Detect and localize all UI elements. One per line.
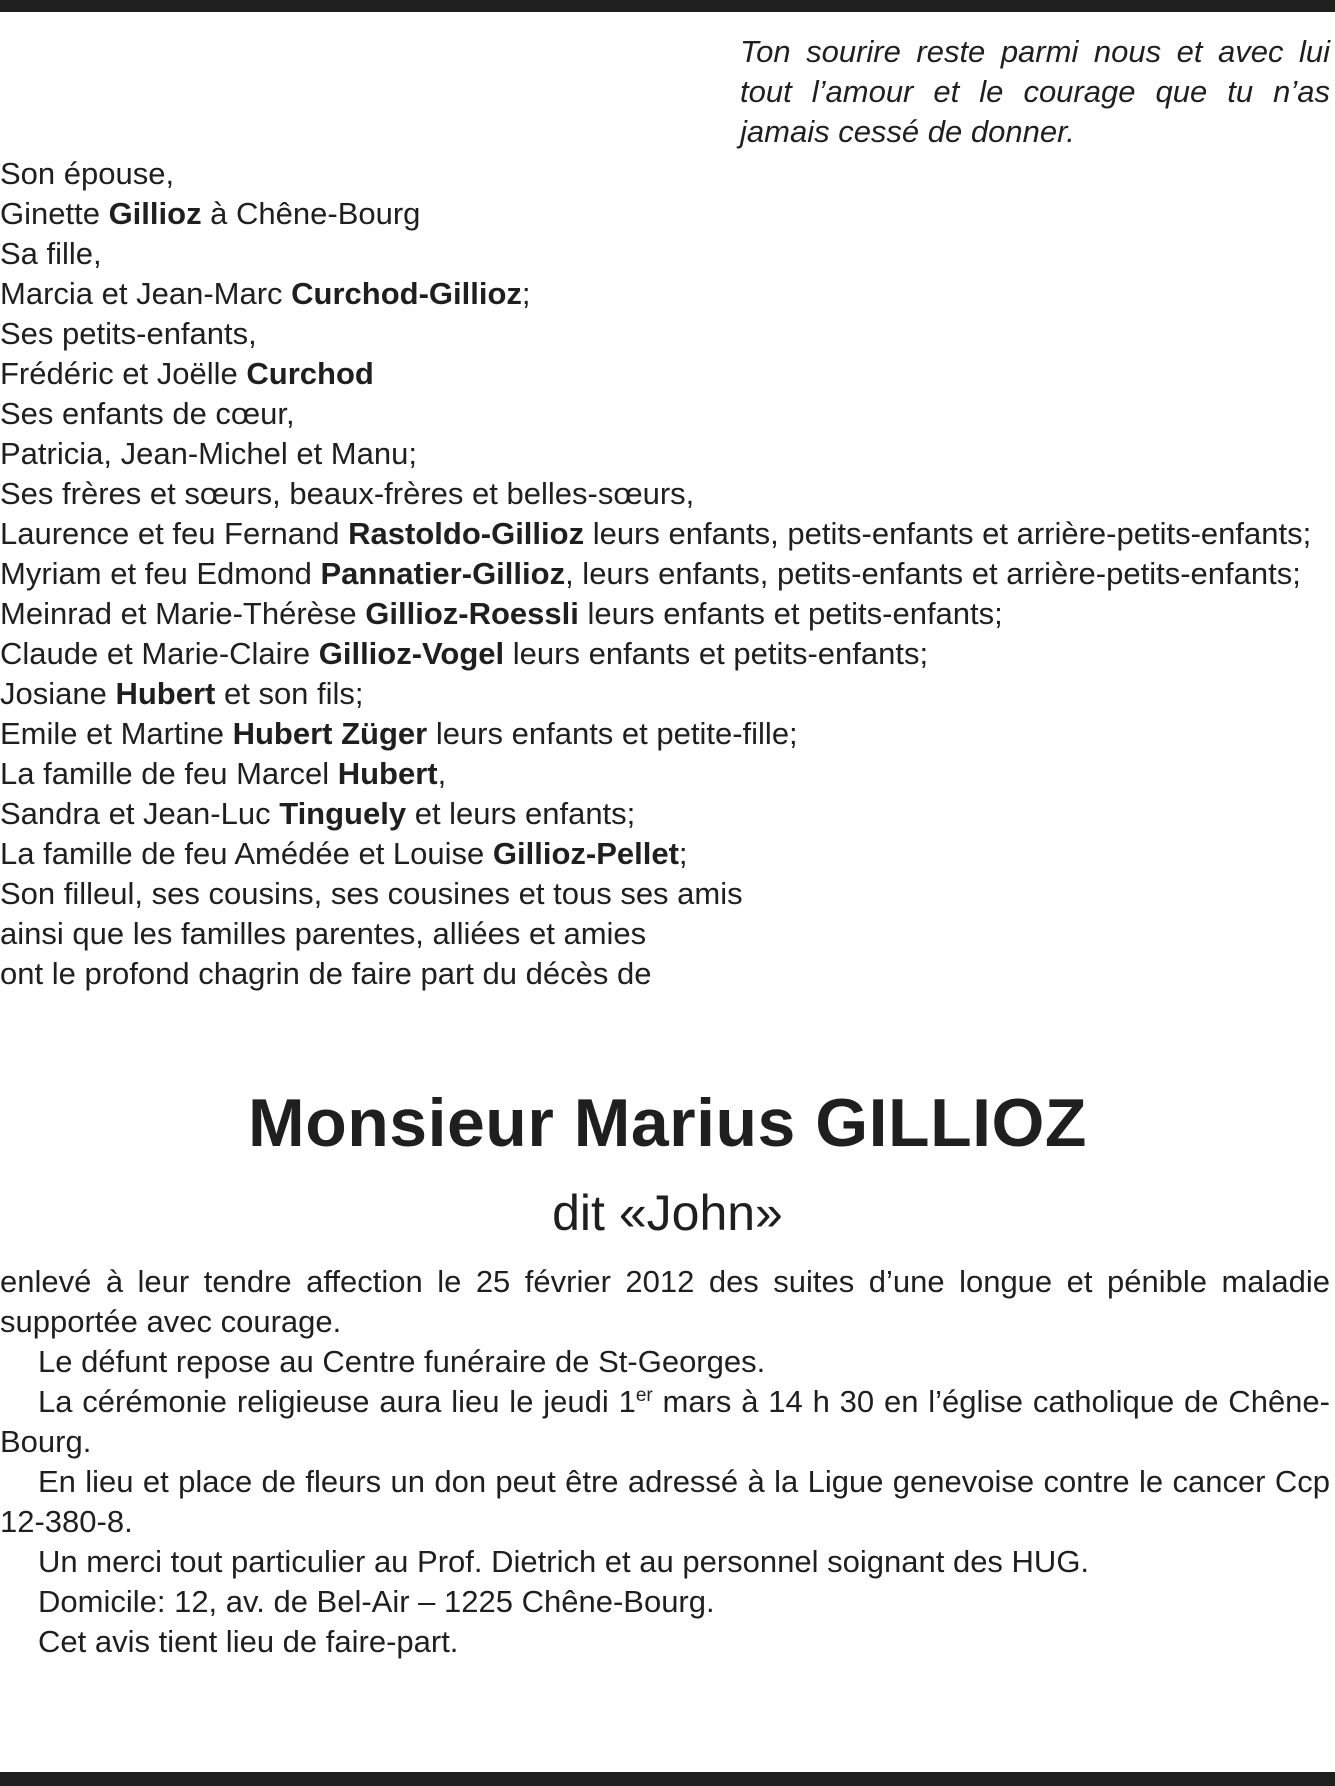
family-line: Sa fille, xyxy=(0,236,102,271)
epigraph xyxy=(740,32,1330,152)
notice-paragraph: Domicile: 12, av. de Bel-Air – 1225 Chêne-Bourg. xyxy=(38,1584,715,1619)
epigraph-line: Ton sourire reste parmi nous et avec lui xyxy=(740,34,1330,69)
family-line: Myriam et feu Edmond Pannatier-Gillioz, leurs enfants, petits-enfants et arrière-petits-enfants; xyxy=(0,556,1301,591)
deceased-nickname: dit «John» xyxy=(552,1185,783,1241)
notice-paragraph: Cet avis tient lieu de faire-part. xyxy=(38,1624,459,1659)
family-line: Josiane Hubert et son fils; xyxy=(0,676,364,711)
family-line: Ses frères et sœurs, beaux-frères et belles-sœurs, xyxy=(0,476,695,511)
notice-paragraph: Le défunt repose au Centre funéraire de St-Georges. xyxy=(38,1344,766,1379)
family-list xyxy=(0,154,1330,994)
family-line: La famille de feu Marcel Hubert, xyxy=(0,756,447,791)
family-line: Emile et Martine Hubert Züger leurs enfants et petite-fille; xyxy=(0,716,798,751)
top-rule xyxy=(0,0,1335,12)
notice-paragraph: enlevé à leur tendre affection le 25 février 2012 des suites d’une longue et pénible maladie supportée avec courage. xyxy=(0,1264,1330,1339)
epigraph-line: jamais cessé de donner. xyxy=(740,114,1075,149)
family-line: Laurence et feu Fernand Rastoldo-Gillioz leurs enfants, petits-enfants et arrière-petits-enfants; xyxy=(0,516,1312,551)
family-line: La famille de feu Amédée et Louise Gillioz-Pellet; xyxy=(0,836,688,871)
notice-paragraph: La cérémonie religieuse aura lieu le jeudi 1er mars à 14 h 30 en l’église catholique de Chêne-Bourg. xyxy=(0,1384,1330,1459)
notice-paragraph: En lieu et place de fleurs un don peut être adressé à la Ligue genevoise contre le cancer Ccp 12-380-8. xyxy=(0,1464,1330,1539)
notice-details xyxy=(0,1262,1330,1662)
family-line: Sandra et Jean-Luc Tinguely et leurs enfants; xyxy=(0,796,636,831)
epigraph-line: tout l’amour et le courage que tu n’as xyxy=(740,74,1330,109)
family-line: Frédéric et Joëlle Curchod xyxy=(0,356,374,391)
family-line: Marcia et Jean-Marc Curchod-Gillioz; xyxy=(0,276,531,311)
bottom-rule xyxy=(0,1772,1335,1786)
family-line: Ses petits-enfants, xyxy=(0,316,257,351)
family-line: Ginette Gillioz à Chêne-Bourg xyxy=(0,196,421,231)
family-line: Meinrad et Marie-Thérèse Gillioz-Roessli leurs enfants et petits-enfants; xyxy=(0,596,1003,631)
family-line: Son filleul, ses cousins, ses cousines et tous ses amis xyxy=(0,876,743,911)
family-line: Ses enfants de cœur, xyxy=(0,396,295,431)
family-line: Claude et Marie-Claire Gillioz-Vogel leurs enfants et petits-enfants; xyxy=(0,636,929,671)
family-line: ont le profond chagrin de faire part du décès de xyxy=(0,956,652,991)
family-line: Patricia, Jean-Michel et Manu; xyxy=(0,436,417,471)
family-line: ainsi que les familles parentes, alliées et amies xyxy=(0,916,647,951)
family-line: Son épouse, xyxy=(0,156,175,191)
deceased-name: Monsieur Marius GILLIOZ xyxy=(248,1085,1087,1161)
notice-paragraph: Un merci tout particulier au Prof. Dietrich et au personnel soignant des HUG. xyxy=(38,1544,1090,1579)
